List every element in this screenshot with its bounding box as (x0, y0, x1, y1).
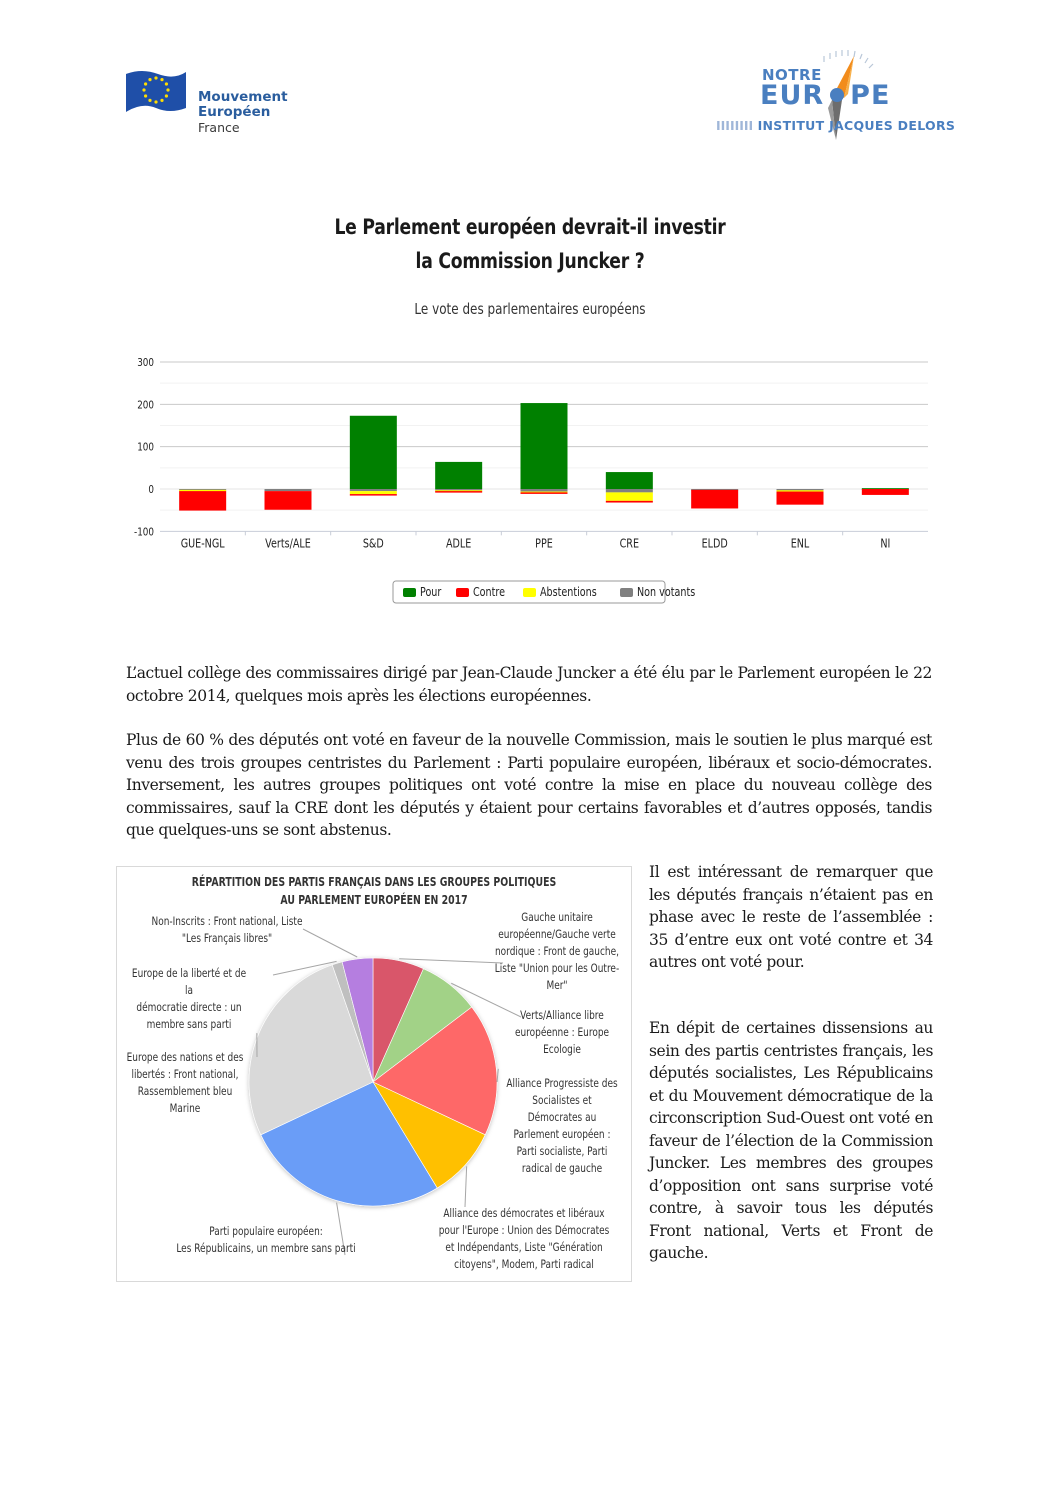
pie-label-line: Les Républicains, un membre sans parti (176, 1241, 356, 1255)
pie-leader-line (303, 929, 357, 957)
x-tick-label: ELDD (701, 536, 728, 551)
page-title (259, 210, 800, 278)
bar-segment-pour (350, 416, 397, 489)
pie-title-line2: AU PARLEMENT EUROPÉEN EN 2017 (280, 893, 468, 907)
bar-segment-pour (435, 462, 482, 489)
y-tick-label: -100 (134, 526, 154, 539)
bar-segment-contre (265, 491, 312, 510)
paragraph-french-deputies: Il est intéressant de remarquer que les députés français n’étaient pas en phase avec le reste de l’assemblée : 35 d’entre eux ont voté contre et 34 autres ont voté pour. (649, 863, 933, 971)
bar-segment-contre (179, 491, 226, 510)
page-title-line2: la Commission Juncker ? (415, 249, 645, 273)
pie-label-ppe (169, 1223, 364, 1257)
bar-segment-non-votants (265, 489, 312, 491)
pie-label-line: Non-Inscrits : Front national, Liste (151, 914, 303, 928)
logo-me-line1: Mouvement (198, 89, 288, 105)
legend-swatch (620, 588, 633, 597)
pie-label-line: Alliance des démocrates et libéraux (443, 1206, 605, 1220)
pie-label-line: Alliance Progressiste des (506, 1076, 618, 1090)
pie-leader-line (465, 1166, 467, 1207)
eu-flag-icon (124, 68, 188, 116)
paragraph-vote-summary: Plus de 60 % des députés ont voté en faveur de la nouvelle Commission, mais le soutien le plus marqué est venu des trois groupes centristes du Parlement : Parti populaire européen, libéraux et socio-démocrates. Inversement, les autres groupes politiques ont voté contre la mise en place du nouveau collège des commissaires, sauf la CRE dont les députés y étaient pour certains favorables et d’autres opposés, tandis que quelques-uns se sont abstenus. (126, 731, 932, 839)
logo-ne-eur: EUR (760, 80, 825, 111)
bar-segment-contre (606, 501, 653, 503)
logo-me-text (198, 90, 288, 135)
logo-me-line2: Européen (198, 104, 271, 120)
legend-label: Abstentions (540, 584, 597, 600)
x-tick-label: GUE-NGL (180, 536, 225, 551)
pie-label-line: Liste "Union pour les Outre- (494, 961, 620, 975)
x-tick-label: PPE (535, 536, 553, 551)
bar-chart (120, 345, 940, 615)
page-title-line1: Le Parlement européen devrait-il investir (334, 215, 726, 239)
logo-notre-europe (716, 48, 956, 148)
pie-label-line: libertés : Front national, (131, 1067, 239, 1081)
pie-label-line: "Les Français libres" (181, 931, 273, 945)
x-tick-label: S&D (362, 536, 384, 551)
x-tick-label: CRE (619, 536, 640, 551)
legend-label: Contre (473, 584, 506, 600)
bar-segment-pour (606, 472, 653, 489)
pie-label-line: pour l'Europe : Union des Démocrates (438, 1223, 610, 1237)
bar-segment-contre (350, 494, 397, 496)
logo-me-line3: France (198, 120, 240, 135)
y-tick-label: 0 (148, 484, 154, 497)
pie-label-line: Mer" (546, 978, 568, 992)
pie-label-line: Marine (169, 1101, 201, 1115)
pie-label-line: européenne : Europe (514, 1025, 610, 1039)
bar-segment-contre (435, 491, 482, 493)
pie-label-line: membre sans parti (146, 1017, 232, 1031)
y-tick-label: 200 (137, 399, 154, 412)
bar-segment-contre (521, 492, 568, 494)
pie-label-line: Parti populaire européen: (209, 1224, 323, 1238)
logo-ne-institut (716, 118, 955, 133)
bar-segment-pour (521, 403, 568, 489)
pie-chart-title (174, 873, 575, 909)
pie-label-line: nordique : Front de gauche, (495, 944, 619, 958)
legend-swatch (456, 588, 469, 597)
legend-label: Non votants (637, 584, 696, 600)
pie-slices (249, 958, 497, 1206)
x-tick-label: ADLE (445, 536, 472, 551)
pie-label-adle (437, 1205, 610, 1273)
y-tick-label: 100 (137, 441, 154, 454)
x-tick-label: Verts/ALE (265, 536, 311, 551)
pie-label-sd (496, 1075, 629, 1177)
pie-label-line: Socialistes et (532, 1093, 592, 1107)
legend-swatch (523, 588, 536, 597)
pie-label-non-inscrits (149, 913, 305, 947)
pie-label-line: Verts/Alliance libre (520, 1008, 604, 1022)
pie-label-line: Europe de la liberté et de la (131, 966, 247, 997)
pie-chart (116, 866, 632, 1282)
pie-title-line1: RÉPARTITION DES PARTIS FRANÇAIS DANS LES GROUPES POLITIQUES (191, 875, 557, 889)
legend-label: Pour (420, 584, 442, 600)
pie-label-eldd (127, 965, 252, 1033)
pie-label-line: Europe des nations et des (126, 1050, 244, 1064)
logo-ne-pe: PE (850, 80, 891, 111)
bar-segment-contre (777, 492, 824, 505)
logo-ne-dot (830, 88, 844, 102)
pie-label-line: citoyens", Modem, Parti radical (454, 1257, 594, 1271)
logo-ne-bars: IIIIIIII (716, 118, 758, 133)
pie-label-line: Parlement européen : (513, 1127, 611, 1141)
bar-chart-title: Le vote des parlementaires européens (414, 300, 646, 318)
pie-label-line: Rassemblement bleu (137, 1084, 233, 1098)
pie-label-line: et Indépendants, Liste "Génération (445, 1240, 603, 1254)
logo-ne-institut-text: INSTITUT JACQUES DELORS (757, 118, 956, 133)
pie-label-line: Ecologie (543, 1042, 581, 1056)
pie-label-line: Parti socialiste, Parti (516, 1144, 608, 1158)
bar-segment-non-votants (521, 489, 568, 492)
bar-segment-abstentions (350, 491, 397, 494)
bar-segment-abstentions (606, 492, 653, 500)
paragraph-dissensions: En dépit de certaines dissensions au sein des partis centristes français, les députés socialistes, Les Républicains et du Mouvement démocratique de la circonscription Sud-Ouest ont voté en faveur de l’élection de la Commission Juncker. Les membres des groupes d’opposition ont sans surprise voté contre, à savoir tous les députés Front national, Verts et Front de gauche. (649, 1019, 933, 1262)
bar-segment-non-votants (606, 489, 653, 492)
pie-label-line: Gauche unitaire (521, 910, 593, 924)
pie-label-gue (487, 909, 627, 994)
pie-label-enl (123, 1049, 248, 1117)
bar-segment-contre (862, 489, 909, 495)
bar-chart-svg (120, 345, 940, 615)
bar-segment-non-votants (350, 489, 397, 491)
x-tick-label: ENL (790, 536, 810, 551)
pie-label-line: Démocrates au (527, 1110, 597, 1124)
logo-ne-notre: NOTRE (762, 66, 822, 84)
y-tick-label: 300 (137, 357, 154, 370)
logo-mouvement-europeen (124, 66, 304, 146)
pie-label-line: européenne/Gauche verte (498, 927, 616, 941)
pie-label-line: démocratie directe : un (136, 1000, 242, 1014)
bar-segment-contre (691, 490, 738, 509)
x-tick-label: NI (880, 536, 891, 551)
paragraph-intro: L’actuel collège des commissaires dirigé par Jean-Claude Juncker a été élu par le Parlement européen le 22 octobre 2014, quelques mois après les élections européennes. (126, 664, 932, 705)
legend-swatch (403, 588, 416, 597)
pie-label-verts (504, 1007, 621, 1058)
logo-ne-europe (760, 80, 890, 111)
pie-label-line: radical de gauche (521, 1161, 603, 1175)
